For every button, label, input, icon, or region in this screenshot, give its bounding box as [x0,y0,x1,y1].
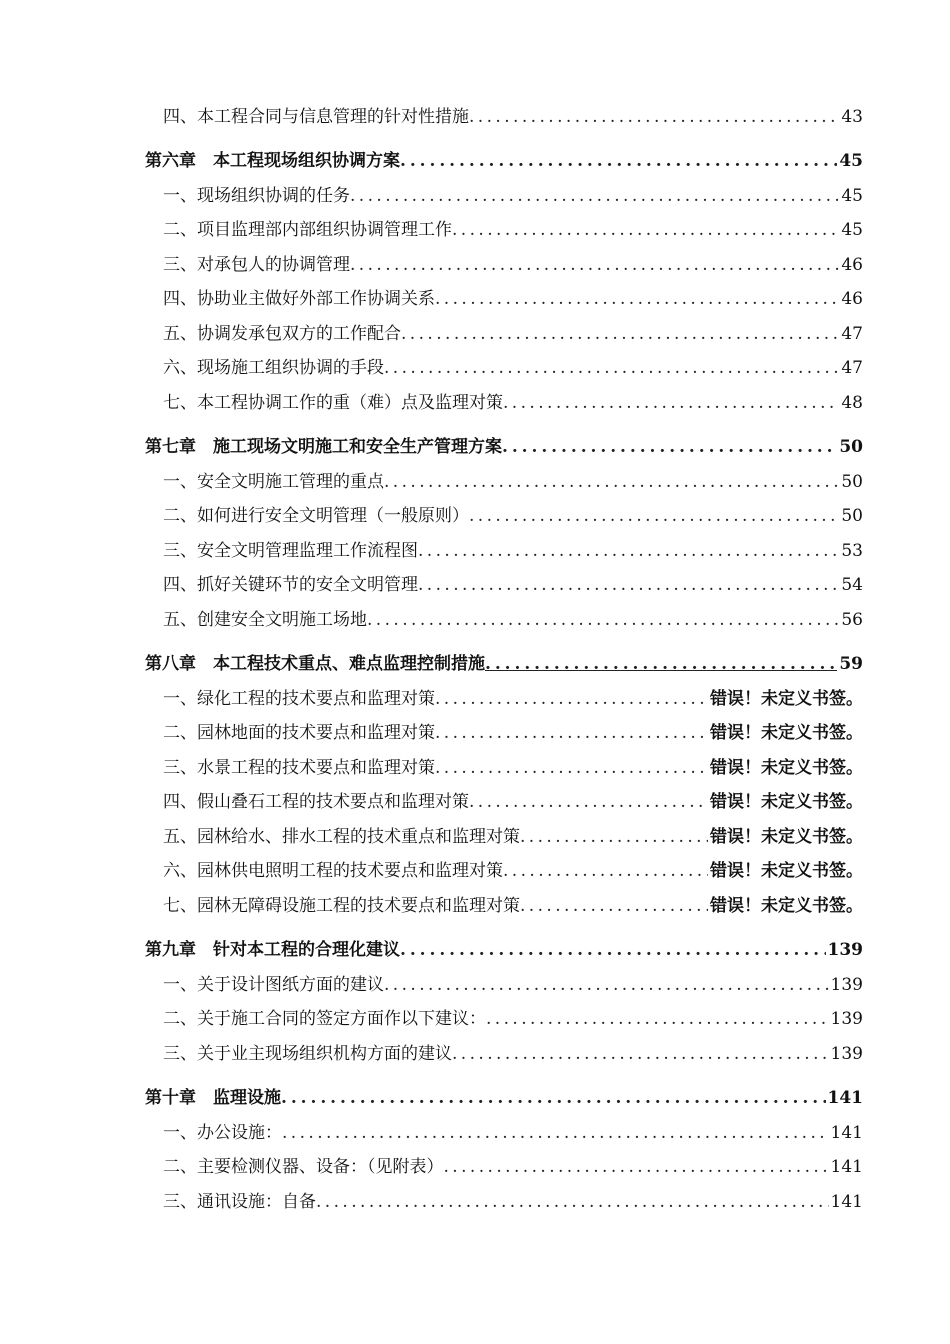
toc-entry-label: 一、办公设施： [163,1122,282,1143]
toc-chapter[interactable] [145,429,863,464]
toc-entry[interactable] [145,1183,863,1218]
toc-page-number: 59 [839,654,863,674]
toc-entry-label: 四、假山叠石工程的技术要点和监理对策 [163,792,469,812]
dot-leader [503,861,708,887]
toc-entry-label: 二、主要检测仪器、设备：（见附表） [163,1157,444,1177]
toc-page-number: 45 [839,151,863,171]
toc-bookmark-error: 错误！未定义书签。 [710,688,863,709]
toc-entry-label: 五、协调发承包双方的工作配合 [163,323,401,344]
toc-entry-label: 三、对承包人的协调管理 [163,254,350,275]
toc-entry[interactable] [145,966,863,1001]
toc-entry-label: 一、安全文明施工管理的重点 [163,471,384,492]
dot-leader [486,1009,829,1035]
dot-leader [384,472,839,498]
dot-leader [452,220,839,246]
toc-bookmark-error: 错误！未定义书签。 [710,861,863,881]
toc-entry[interactable] [145,1035,863,1070]
toc-chapter-label: 第十章 监理设施 [145,1088,281,1108]
toc-page-number: 139 [827,940,863,960]
toc-entry-label: 三、通讯设施：自备 [163,1191,316,1212]
toc-chapter[interactable] [145,1080,863,1115]
toc-entry-label: 七、园林无障碍设施工程的技术要点和监理对策 [163,895,520,916]
toc-chapter-label: 第七章 施工现场文明施工和安全生产管理方案 [145,437,502,457]
toc-entry-label: 一、关于设计图纸方面的建议 [163,974,384,995]
toc-chapter-label: 第六章 本工程现场组织协调方案 [145,151,400,171]
toc-page-number: 50 [839,437,863,457]
toc-entry-label: 六、现场施工组织协调的手段 [163,358,384,378]
dot-leader [435,689,708,715]
dot-leader [503,393,839,419]
toc-entry-label: 四、协助业主做好外部工作协调关系 [163,289,435,309]
toc-page-number: 45 [841,185,863,206]
dot-leader [452,1044,829,1070]
toc-entry-label: 一、现场组织协调的任务 [163,185,350,206]
toc-page-number: 53 [841,540,863,561]
toc-entry[interactable] [145,680,863,715]
toc-page-number: 141 [827,1088,863,1108]
toc-page-number: 141 [830,1191,863,1212]
toc-entry[interactable] [145,281,863,316]
toc-bookmark-error: 错误！未定义书签。 [710,826,863,847]
table-of-contents [145,98,863,1218]
toc-entry-label: 一、绿化工程的技术要点和监理对策 [163,688,435,709]
toc-entry[interactable] [145,350,863,385]
dot-leader [469,506,839,532]
toc-entry[interactable] [145,98,863,133]
toc-chapter[interactable] [145,646,863,681]
dot-leader [485,654,837,680]
toc-page-number: 50 [841,506,863,526]
toc-entry-label: 四、抓好关键环节的安全文明管理 [163,575,418,595]
dot-leader [316,1192,829,1218]
toc-entry[interactable] [145,601,863,636]
toc-bookmark-error: 错误！未定义书签。 [710,895,863,916]
toc-entry-label: 四、本工程合同与信息管理的针对性措施 [163,106,469,127]
toc-entry[interactable] [145,853,863,888]
toc-page-number: 46 [841,254,863,275]
toc-entry[interactable] [145,1114,863,1149]
toc-entry-label: 二、关于施工合同的签定方面作以下建议： [163,1009,486,1029]
toc-bookmark-error: 错误！未定义书签。 [710,757,863,778]
dot-leader [400,940,826,966]
toc-entry-label: 二、项目监理部内部组织协调管理工作 [163,220,452,240]
toc-entry[interactable] [145,1149,863,1184]
toc-page-number: 47 [841,323,863,344]
toc-page-number: 43 [841,106,863,127]
toc-entry-label: 五、园林给水、排水工程的技术重点和监理对策 [163,826,520,847]
toc-bookmark-error: 错误！未定义书签。 [710,723,863,743]
toc-entry[interactable] [145,498,863,533]
toc-chapter-label: 第九章 针对本工程的合理化建议 [145,940,400,960]
dot-leader [400,151,837,177]
dot-leader [384,975,829,1001]
toc-chapter[interactable] [145,932,863,967]
toc-entry[interactable] [145,784,863,819]
toc-entry-label: 六、园林供电照明工程的技术要点和监理对策 [163,861,503,881]
toc-entry[interactable] [145,749,863,784]
dot-leader [435,289,839,315]
toc-bookmark-error: 错误！未定义书签。 [710,792,863,812]
toc-entry[interactable] [145,1001,863,1036]
toc-entry[interactable] [145,818,863,853]
toc-entry[interactable] [145,567,863,602]
toc-entry-label: 七、本工程协调工作的重（难）点及监理对策 [163,392,503,413]
toc-page-number: 139 [830,1009,863,1029]
toc-entry[interactable] [145,212,863,247]
toc-entry[interactable] [145,532,863,567]
dot-leader [367,610,839,636]
toc-entry-label: 三、安全文明管理监理工作流程图 [163,540,418,561]
toc-page-number: 54 [841,575,863,595]
toc-page-number: 56 [841,609,863,630]
toc-page-number: 46 [841,289,863,309]
dot-leader [469,107,839,133]
toc-page-number: 50 [841,471,863,492]
toc-page-number: 139 [830,1043,863,1064]
dot-leader [350,186,839,212]
toc-entry[interactable] [145,463,863,498]
dot-leader [418,541,839,567]
toc-entry-label: 五、创建安全文明施工场地 [163,609,367,630]
dot-leader [384,358,839,384]
toc-entry[interactable] [145,715,863,750]
toc-page-number: 48 [841,392,863,413]
dot-leader [502,437,837,463]
toc-chapter-label: 第八章 本工程技术重点、难点监理控制措施 [145,654,485,674]
dot-leader [444,1157,829,1183]
toc-entry-label: 二、园林地面的技术要点和监理对策 [163,723,435,743]
toc-page-number: 47 [841,358,863,378]
toc-entry-label: 三、水景工程的技术要点和监理对策 [163,757,435,778]
dot-leader [281,1088,826,1114]
dot-leader [435,723,708,749]
toc-entry-label: 二、如何进行安全文明管理（一般原则） [163,506,469,526]
dot-leader [520,896,708,922]
dot-leader [435,758,708,784]
dot-leader [418,575,839,601]
toc-entry[interactable] [145,246,863,281]
toc-chapter[interactable] [145,143,863,178]
toc-page-number: 141 [830,1157,863,1177]
dot-leader [469,792,708,818]
dot-leader [350,255,839,281]
toc-entry-label: 三、关于业主现场组织机构方面的建议 [163,1043,452,1064]
toc-entry[interactable] [145,384,863,419]
toc-entry[interactable] [145,315,863,350]
toc-page-number: 45 [841,220,863,240]
toc-entry[interactable] [145,177,863,212]
toc-page-number: 139 [830,974,863,995]
toc-page-number: 141 [830,1122,863,1143]
dot-leader [520,827,708,853]
dot-leader [401,324,839,350]
toc-entry[interactable] [145,887,863,922]
dot-leader [282,1123,829,1149]
